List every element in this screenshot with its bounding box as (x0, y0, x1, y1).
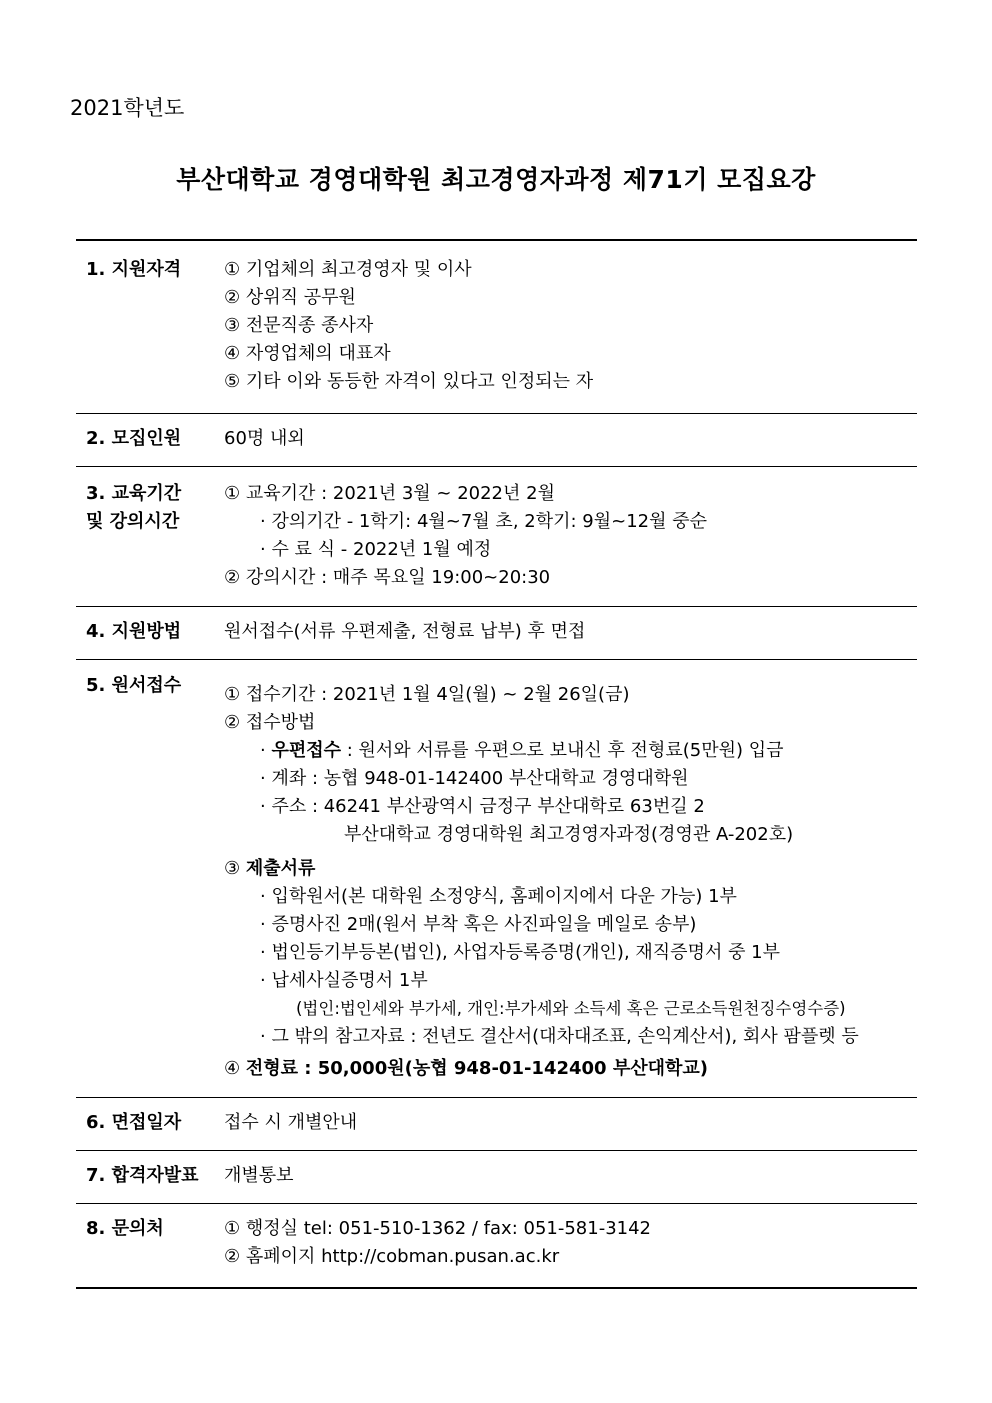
section-label: 7. 합격자발표 (86, 1165, 199, 1186)
section-label: 6. 면접일자 (86, 1112, 182, 1133)
list-item: ① 행정실 tel: 051-510-1362 / fax: 051-581-3142 (224, 1218, 651, 1239)
table-bottom-rule (76, 1287, 917, 1289)
list-item: 부산대학교 경영대학원 최고경영자과정(경영관 A-202호) (344, 824, 794, 845)
section-label: 2. 모집인원 (86, 428, 182, 449)
list-item: ④ 자영업체의 대표자 (224, 343, 391, 364)
section-announcement (76, 1151, 917, 1203)
section-period (76, 467, 917, 606)
emphasis: 제출서류 (245, 858, 316, 879)
section-label-line2: 및 강의시간 (86, 511, 180, 532)
list-item (224, 855, 917, 883)
section-application (76, 660, 917, 1097)
section-method (76, 607, 917, 659)
list-item: · 계좌 : 농협 948-01-142400 부산대학교 경영대학원 (260, 768, 689, 789)
list-item: (법인:법인세와 부가세, 개인:부가세와 소득세 혹은 근로소득원천징수영수증) (296, 999, 846, 1018)
emphasis: 전형료 : 50,000원(농협 948-01-142400 부산대학교) (245, 1058, 709, 1079)
list-item: ② 홈페이지 http://cobman.pusan.ac.kr (224, 1246, 560, 1267)
section-label: 8. 문의처 (86, 1218, 164, 1239)
list-item-text: : 원서와 서류를 우편으로 보내신 후 전형료(5만원) 입금 (341, 740, 784, 761)
list-item: ③ 전문직종 종사자 (224, 315, 374, 336)
list-item: ② 상위직 공무원 (224, 287, 356, 308)
emphasis: 우편접수 (271, 740, 342, 761)
section-eligibility (76, 241, 917, 413)
list-item: ① 기업체의 최고경영자 및 이사 (224, 259, 472, 280)
list-item: ① 접수기간 : 2021년 1월 4일(월) ~ 2월 26일(금) (224, 684, 630, 705)
section-recruit-count (76, 414, 917, 466)
document-title: 부산대학교 경영대학원 최고경영자과정 제71기 모집요강 (176, 165, 816, 194)
list-item: 60명 내외 (224, 428, 305, 449)
list-item: · 법인등기부등본(법인), 사업자등록증명(개인), 재직증명서 중 1부 (260, 942, 781, 963)
section-interview (76, 1098, 917, 1150)
section-label-line1: 3. 교육기간 (86, 483, 182, 504)
section-label: 4. 지원방법 (86, 621, 182, 642)
list-item: 원서접수(서류 우편제출, 전형료 납부) 후 면접 (224, 621, 586, 642)
list-item: · 강의기간 - 1학기: 4월~7월 초, 2학기: 9월~12월 중순 (260, 511, 707, 532)
section-label: 5. 원서접수 (86, 675, 182, 696)
list-item: · 주소 : 46241 부산광역시 금정구 부산대학로 63번길 2 (260, 796, 705, 817)
list-item: ① 교육기간 : 2021년 3월 ~ 2022년 2월 (224, 483, 555, 504)
section-contact (76, 1204, 917, 1287)
list-item: ⑤ 기타 이와 동등한 자격이 있다고 인정되는 자 (224, 371, 594, 392)
bullet: ③ (224, 858, 246, 879)
list-item: 개별통보 (224, 1165, 294, 1186)
list-item: · 수 료 식 - 2022년 1월 예정 (260, 539, 492, 560)
list-item: · 입학원서(본 대학원 소정양식, 홈페이지에서 다운 가능) 1부 (260, 886, 737, 907)
list-item: 접수 시 개별안내 (224, 1112, 358, 1133)
list-item: · 그 밖의 참고자료 : 전년도 결산서(대차대조표, 손익계산서), 회사 팜플렛 등 (260, 1026, 859, 1047)
year-label: 2021학년도 (70, 96, 185, 120)
list-item: ② 강의시간 : 매주 목요일 19:00~20:30 (224, 567, 551, 588)
recruitment-table (76, 239, 917, 1289)
list-item: ② 접수방법 (224, 712, 316, 733)
list-item (224, 1055, 917, 1083)
section-label: 1. 지원자격 (86, 259, 182, 280)
bullet: ④ (224, 1058, 246, 1079)
list-item: · 납세사실증명서 1부 (260, 970, 428, 991)
bullet: · (260, 740, 272, 761)
list-item: · 증명사진 2매(원서 부착 혹은 사진파일을 메일로 송부) (260, 914, 697, 935)
list-item (224, 737, 917, 765)
section-label (86, 480, 181, 536)
